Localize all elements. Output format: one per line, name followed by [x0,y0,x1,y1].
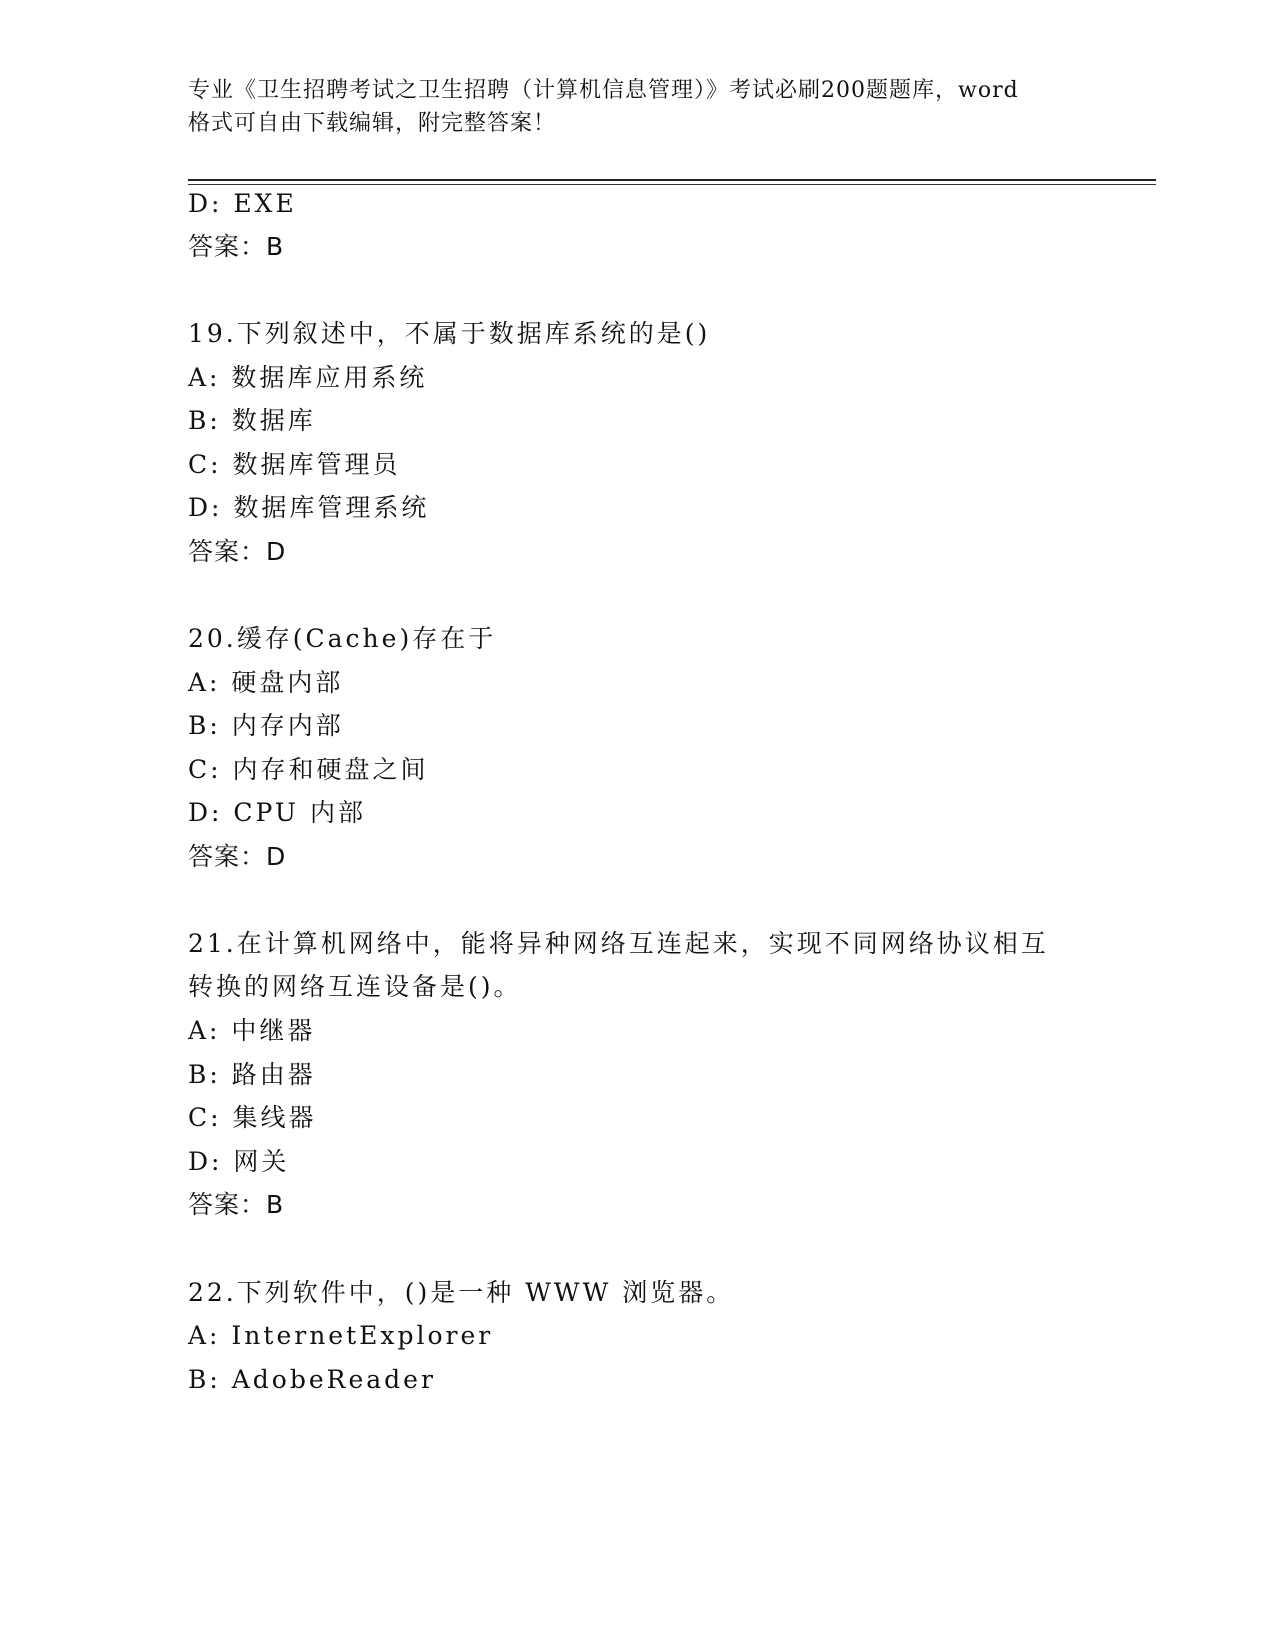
header-line-1: 专业《卫生招聘考试之卫生招聘（计算机信息管理）》考试必刷200题题库，word [188,78,1019,103]
question-19-option-a: A: 数据库应用系统 [188,363,428,392]
question-21-stem-line-1: 21.在计算机网络中，能将异种网络互连起来，实现不同网络协议相互 [188,929,1049,958]
question-21-stem-line-2: 转换的网络互连设备是()。 [188,972,522,1001]
prev-option-d: D: EXE [188,189,297,218]
question-20-answer: 答案：D [188,842,287,871]
question-21-option-d: D: 网关 [188,1147,290,1176]
header-divider-thick [188,179,1156,181]
document-header [188,74,1088,140]
prev-answer: 答案：B [188,232,285,261]
header-divider-thin [188,184,1156,185]
question-20-option-b: B: 内存内部 [188,711,344,740]
question-20-option-a: A: 硬盘内部 [188,668,344,697]
question-22-option-a: A: InternetExplorer [188,1321,494,1350]
question-20-stem: 20.缓存(Cache)存在于 [188,624,497,653]
question-21-option-c: C: 集线器 [188,1103,317,1132]
question-19-option-c: C: 数据库管理员 [188,450,401,479]
question-22-stem: 22.下列软件中，()是一种 WWW 浏览器。 [188,1278,735,1307]
question-20-option-c: C: 内存和硬盘之间 [188,755,429,784]
question-20-option-d: D: CPU 内部 [188,798,366,827]
question-19-option-d: D: 数据库管理系统 [188,493,430,522]
question-19-stem: 19.下列叙述中，不属于数据库系统的是() [188,319,711,348]
question-19-answer: 答案：D [188,537,287,566]
question-21-option-a: A: 中继器 [188,1016,316,1045]
question-19-option-b: B: 数据库 [188,406,316,435]
question-22-option-b: B: AdobeReader [188,1365,436,1394]
question-21-option-b: B: 路由器 [188,1060,316,1089]
header-line-2: 格式可自由下载编辑，附完整答案！ [188,111,557,136]
question-21-answer: 答案：B [188,1190,285,1219]
